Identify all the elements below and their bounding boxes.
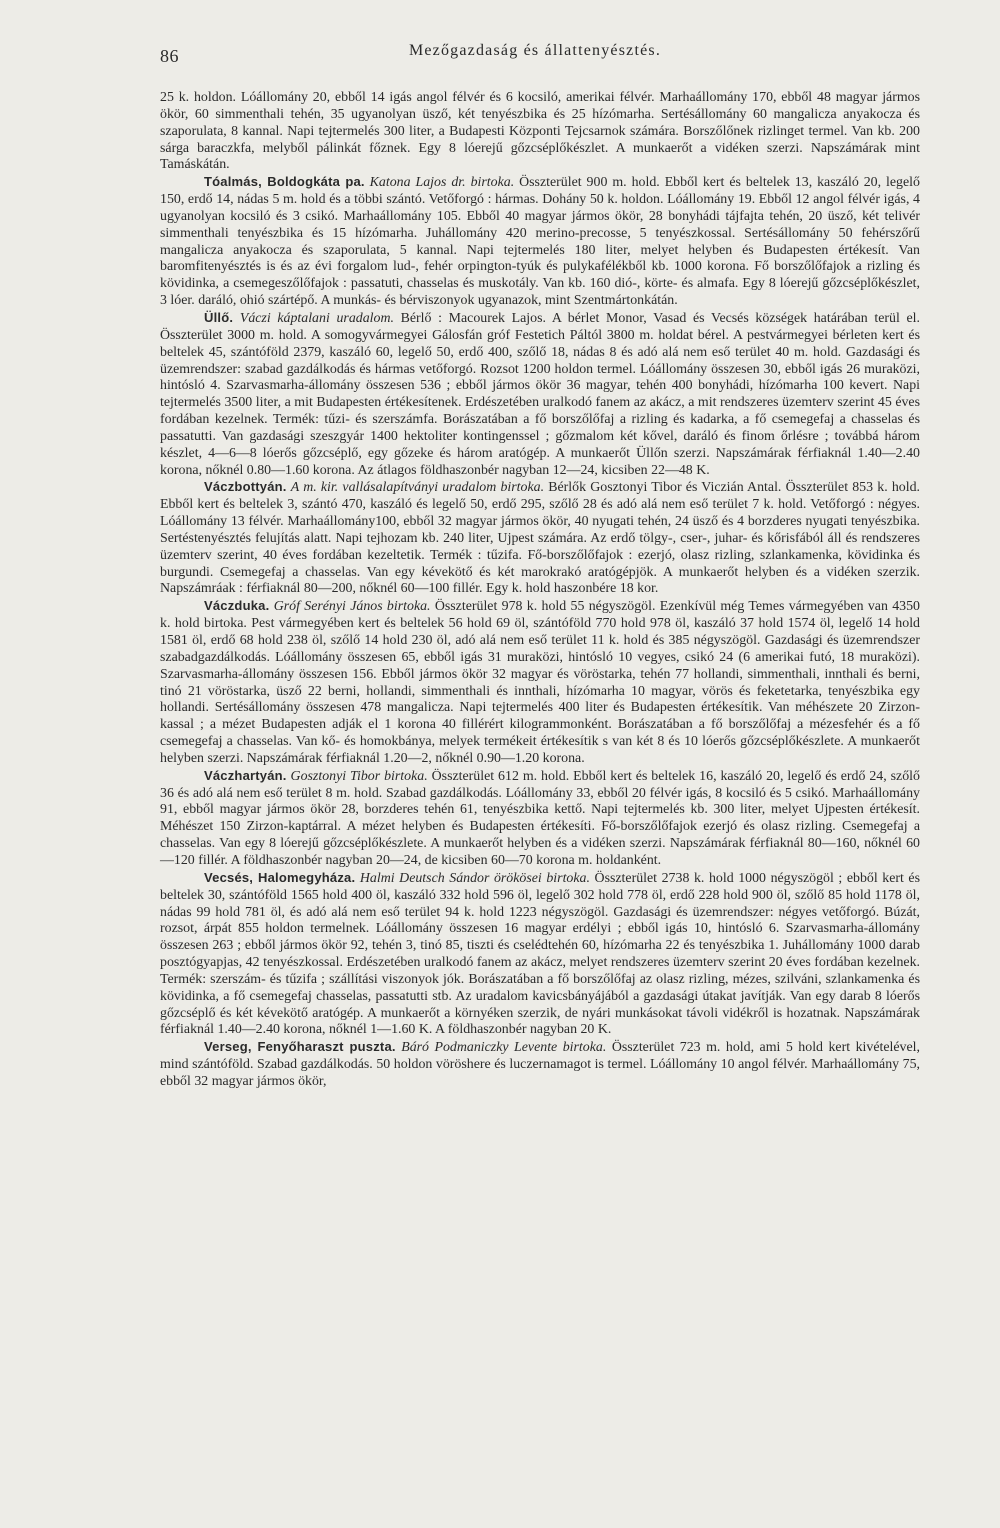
entry-place: Vecsés, Halomegyháza.	[204, 869, 356, 885]
body-text	[160, 90, 920, 1091]
entry-text: Bérlő : Macourek Lajos. A bérlet Monor, Vasad és Vecsés községek határában terül el. Összterület 3000 m. hold. A somogyvármegyei Gálosfán gróf Festetich Páltól 3800 m. holdat bérel. A pestvármegyei bérleten kert és beltelek 45, szántóföld 2379, kaszáló 60, legelő 50, erdő 400, szőlő 18, nádas 8 és adó alá nem eső terület 40 m. hold. Gazdasági és üzemrendszer: szabad gazdálkodás és hármas vetőforgó. Rozsot 1200 holdon termel. Lóállomány összesen 30, ebből igás 26 muraközi, hintósló 4. Szarvasmarha-állomány összesen 536 ; ebből jármos ökör 36 magyar, tehén 400 bonyhádi, hízómarha 100 kevert. Napi tejtermelés 3500 liter, a mit Budapesten értékesítenek. Erdészetében uralkodó fanem az akácz, a mit rendszeres üzemterv szerint 45 éves fordában kezelnek. Termék: tűzi- és szerszámfa. Borászatában a fő borszőlőfaj a rizling és kadarka, a fő csemegefaj a chasselas és passatutti. Van gazdasági szeszgyár 1400 hektoliter kontingenssel ; gőzmalom két kővel, daráló és finom őrlésre ; továbbá három készlet, 4—6—8 lóerős gőzcséplő, egy gőzeke és három aratógép. A munkaerőt Üllőn szerzi. Napszámárak férfiaknál 1.40—2.40 korona, nőknél 0.80—1.60 korona. Az átlagos földhaszonbér nagyban 12—24, kicsiben 22—48 K.	[160, 310, 920, 478]
entry-verseg	[160, 1039, 920, 1091]
entry-place: Váczbottyán.	[204, 479, 287, 495]
running-title: Mezőgazdaság és állattenyésztés.	[408, 42, 662, 59]
entry-owner: Báró Podmaniczky Levente birtoka.	[401, 1040, 607, 1056]
entry-text: Összterület 612 m. hold. Ebből kert és beltelek 16, kaszáló 20, legelő és erdő 24, szőlő 36 és adó alá nem eső terület 8 m. hold. Szabad gazdálkodás. Lóállomány 33, ebből 20 félvér igás, 8 kocsiló és 5 csikó. Marhaállomány 91, ebből magyar jármos ökör 28, borzderes tehén 61, tenyészbika kettő. Napi tejtermelés kb. 300 liter, melyet Ujpesten értékesít. Méhészet 150 Zirzon-kaptárral. A mézet helyben és Budapesten értékesíti. Fő-borszőlőfajok ezerjó és olasz rizling. Csemegefaj a chasselas. Van egy 8 lóerejű gőzcséplőkészlete. A munkaerőt helyben és a vidéken szerzi. Napszámárak férfiaknál 80—160, nőknél 60—120 fillér. A földhaszonbér nagyban 20—24, de kicsiben 60—70 korona m. holdanként.	[160, 768, 920, 868]
entry-place: Váczhartyán.	[204, 767, 287, 783]
entry-place: Üllő.	[204, 309, 234, 325]
entry-place: Váczduka.	[204, 598, 270, 614]
entry-vecses	[160, 870, 920, 1039]
entry-owner: Gosztonyi Tibor birtoka.	[290, 768, 428, 784]
intro-paragraph: 25 k. holdon. Lóállomány 20, ebből 14 igás angol félvér és 6 kocsiló, amerikai félvér. Marhaállomány 170, ebből 48 magyar jármos ökör, 60 simmenthali tehén, 35 ugyanolyan üsző, két tenyészbika és 25 hízómarha. Sertésállomány 60 mangalicza anyakocza és szaporulata, 8 kannal. Napi tejtermelés 300 liter, a Budapesti Központi Tejcsarnok számára. Borszőlőnek rizlinget termel. Van kb. 200 sárga baraczkfa, melyből pálinkát főznek. Egy 8 lóerejű gőzcséplőkészlet. A munkaerőt a vidéken szerzi. Napszámárak mint Tamáskátán.	[160, 90, 920, 173]
entry-place: Verseg, Fenyőharaszt puszta.	[204, 1039, 396, 1055]
entry-text: Összterület 723 m. hold, ami 5 hold kert kivételével, mind szántóföld. Szabad gazdálkodás. 50 holdon vöröshere és luczernamagot is termel. Lóállomány 10 angol félvér. Marhaállomány 75, ebből 32 magyar jármos ökör,	[160, 1040, 920, 1089]
entry-text: Összterület 900 m. hold. Ebből kert és beltelek 13, kaszáló 20, legelő 150, erdő 14, nádas 5 m. hold és a többi szántó. Vetőforgó : hármas. Dohány 50 k. holdon. Lóállomány 19. Ebből 12 angol félvér igás, 4 ugyanolyan kocsiló és 3 csikó. Marhaállomány 105. Ebből 40 magyar jármos ökör, 28 bonyhádi tájfajta tehén, 20 üsző, két telivér simmenthali tenyészbika és 15 hízómarha. Juhállomány 420 merino-precosse, 5 tenyészkossal. Sertésállomány 50 fehérszőrű mangalicza anyakocza és szaporulata, 5 kannal. Napi tejtermelés 180 liter, melyet helyben és Budapesten értékesít. Van baromfitenyésztés is és az évi forgalom lud-, fehér orpington-tyúk és pulykafélékből kb. 1000 korona. Fő borszőlőfajok a rizling és kövidinka, a csemegeszőlőfajok : passatuti, chasselas és muskotály. Van kb. 160 dió-, körte- és almafa. Egy 8 lóerejű gőzcséplőkészlet, 3 lóer. daráló, ohió szártépő. A munkás- és bérviszonyok ugyanazok, mint Szentmártonkátán.	[160, 175, 920, 309]
page-number: 86	[160, 46, 179, 66]
entry-place: Tóalmás, Boldogkáta pa.	[204, 174, 365, 190]
entry-owner: Katona Lajos dr. birtoka.	[369, 175, 515, 191]
entry-vaczduka	[160, 598, 920, 767]
page-header	[0, 40, 1000, 66]
entry-text: Összterület 2738 k. hold 1000 négyszögöl ; ebből kert és beltelek 30, szántóföld 1565 hold 400 öl, kaszáló 332 hold 596 öl, legelő 302 hold 778 öl, erdő 228 hold 900 öl, szőlő 85 hold 1178 öl, nádas 99 hold 781 öl, és adó alá nem eső terület 94 k. hold 1223 négyszögöl. Gazdasági és üzemrendszer: négyes vetőforgó. Búzát, rozsot, árpát 855 holdon termelnek. Lóállomány összesen 16 magyar erdélyi ; ebből igás 10, hintósló 6. Szarvasmarha-állomány összesen 263 ; ebből jármos ökör 92, tehén 3, tinó 85, tiszti és cselédtehén 60, hízómarha 22 és tenyészbika 1. Juhállomány 1000 darab posztógyapjas, 42 tenyészkossal. Erdészetében uralkodó fanem az akácz, melyet rendszeres üzemterv szerint 20 éves fordában kezelnek. Termék: szerszám- és tűzifa ; szállítási viszonyok jók. Borászatában a fő borszőlőfaj az olasz rizling, mézes, szilváni, szlankamenka és kövidinka, a fő csemegefaj chasselas, passatutti stb. Az uradalom kavicsbányájából a gazdasági útakat javítják. Van egy darab 8 lóerős gőzcséplő és két kévekötő aratógép. A munkaerőt a környéken szerzik, de nyári munkásokat távoli vidékről is hozatnak. Napszámárak férfiaknál 1.40—2.40 korona, nőknél 1—1.60 K. A földhaszonbér nagyban 20 K.	[160, 870, 921, 1038]
entry-owner: Gróf Serényi János birtoka.	[273, 599, 431, 615]
entry-owner: A m. kir. vallásalapítványi uradalom birtoka.	[290, 480, 545, 496]
entry-owner: Halmi Deutsch Sándor örökösei birtoka.	[359, 870, 590, 886]
entry-toalmas	[160, 174, 920, 310]
entry-owner: Váczi káptalani uradalom.	[239, 310, 394, 326]
entry-text: Összterület 978 k. hold 55 négyszögöl. Ezenkívül még Temes vármegyében van 4350 k. hold birtoka. Pest vármegyében kert és beltelek 56 hold 69 öl, szántóföld 770 hold 978 öl, kaszáló 37 hold 1574 öl, legelő 14 hold 1581 öl, erdő 68 hold 238 öl, szőlő 14 hold 230 öl, adó alá nem eső terület 11 k. hold és 385 négyszögöl. Gazdasági és üzemrendszer szabadgazdálkodás. Lóállomány összesen 65, ebből igás 31 muraközi, hintósló 10 vegyes, csikó 24 (6 amerikai futó, 18 muraközi). Szarvasmarha-állomány összesen 156. Ebből jármos ökör 32 magyar és vöröstarka, tehén 77 hollandi, simmenthali, innthali és berni, tinó 21 vöröstarka, üsző 22 berni, hollandi, simmenthali és innthali, hízómarha 10 magyar, vörös és feketetarka, tenyészbika egy hollandi. Sertésállomány összesen 478 mangalicza. Napi tejtermelés 400 liter és Budapesten értékesítik. Van méhészete 20 Zirzon-kassal ; a mézet Budapesten adják el 1 korona 40 fillérért kilogrammonként. Borászatában a fő borszőlőfaj a mézesfehér és a fő csemegefaj a chasselas. Van kő- és homokbánya, melyek termékeit értékesítik s van két 8 és 10 lóerős gőzcséplőkészlete. A munkaerőt helyben szerzi. Napszámárak férfiaknál 1.20—2, nőknél 0.90—1.20 korona.	[160, 599, 920, 766]
entry-ullo	[160, 310, 920, 479]
entry-text: Bérlők Gosztonyi Tibor és Viczián Antal. Összterület 853 k. hold. Ebből kert és beltelek 3, szántó 470, kaszáló és legelő 50, erdő 295, szőlő 28 és adó alá nem eső terület 7 k. hold. Vetőforgó : négyes. Lóállomány 13 félvér. Marhaállomány100, ebből 32 magyar jármos ökör, 40 nyugati tehén, 24 üsző és 4 borzderes nyugati tenyészbika. Sertéstenyésztés felujítás alatt. Napi tejhozam kb. 240 liter, Ujpest számára. Az erdő tölgy-, cser-, juhar- és kőrisfából áll és rendszeres üzemterv szerint, 40 éves fordában kezeltetik. Termék : tűzifa. Fő-borszőlőfajok : ezerjó, olasz rizling, szlankamenka, kövidinka és burgundi. Csemegefaj a chasselas. Van egy kévekötő és két marokrakó aratógépjök. A munkaerőt helyben és a vidéken szerzik. Napszámráak : férfiaknál 80—200, nőknél 60—100 fillér. Egy k. hold haszonbére 18 kor.	[160, 480, 921, 597]
entry-vaczhartyan	[160, 768, 920, 870]
entry-vaczbottyan	[160, 479, 920, 598]
